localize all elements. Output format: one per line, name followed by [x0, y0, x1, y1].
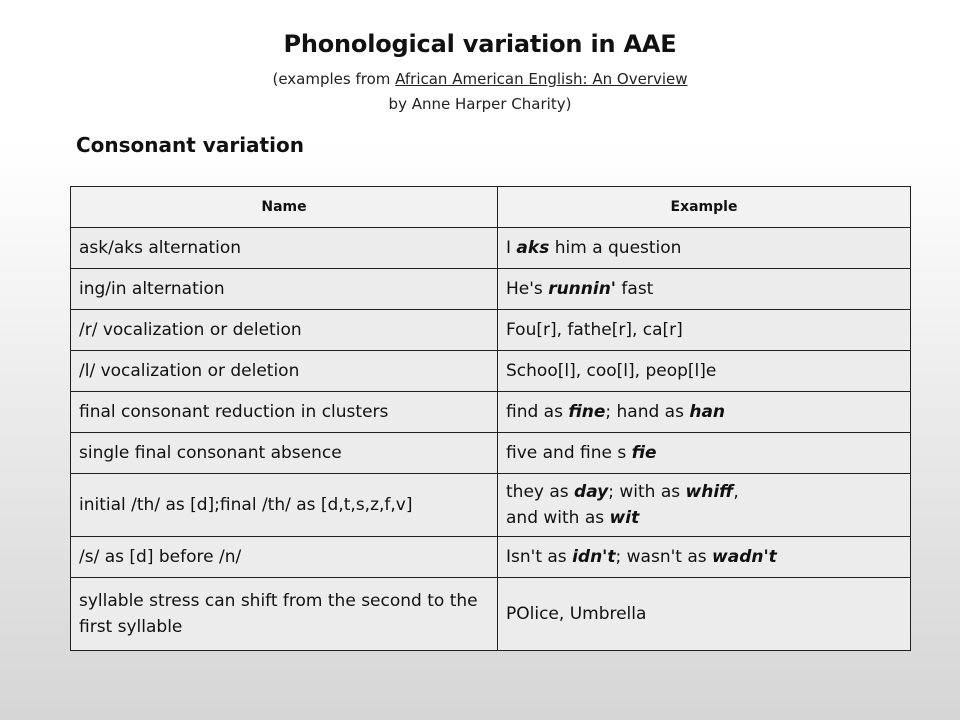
- table-row: [71, 269, 911, 310]
- example-text: five and fine s: [506, 443, 632, 463]
- emphasized-example: han: [689, 402, 726, 422]
- example-text: He's: [506, 279, 549, 299]
- cell-name: /s/ as [d] before /n/: [71, 537, 498, 578]
- cell-name: final consonant reduction in clusters: [71, 392, 498, 433]
- table-row: [71, 351, 911, 392]
- cell-example: [498, 474, 911, 537]
- emphasized-example: whiff: [685, 482, 734, 502]
- table-row: [71, 433, 911, 474]
- table-row: [71, 578, 911, 651]
- cell-name: ing/in alternation: [71, 269, 498, 310]
- cell-name: ask/aks alternation: [71, 228, 498, 269]
- table-row: [71, 474, 911, 537]
- column-header-example: Example: [498, 187, 911, 228]
- page-title: Phonological variation in AAE: [283, 30, 677, 58]
- emphasized-example: wit: [609, 508, 640, 528]
- example-text: Schoo[l], coo[l], peop[l]e: [506, 361, 717, 381]
- example-text: ; hand as: [605, 402, 690, 422]
- example-text: Fou[r], fathe[r], ca[r]: [506, 320, 683, 340]
- table-row: [71, 537, 911, 578]
- cell-example: [498, 351, 911, 392]
- table-row: [71, 310, 911, 351]
- cell-name: single final consonant absence: [71, 433, 498, 474]
- emphasized-example: wadn't: [712, 547, 777, 567]
- table-row: [71, 392, 911, 433]
- example-text: ; wasn't as: [615, 547, 713, 567]
- subtitle-author: by Anne Harper Charity): [388, 95, 572, 113]
- subtitle-source: [0, 70, 960, 88]
- example-text: fast: [616, 279, 654, 299]
- example-text: ; with as: [608, 482, 686, 502]
- emphasized-example: day: [574, 482, 609, 502]
- example-text: Isn't as: [506, 547, 573, 567]
- example-text: ,: [733, 482, 739, 502]
- column-header-name: Name: [71, 187, 498, 228]
- emphasized-example: fie: [631, 443, 657, 463]
- cell-name: /l/ vocalization or deletion: [71, 351, 498, 392]
- example-text: find as: [506, 402, 569, 422]
- cell-example: [498, 537, 911, 578]
- emphasized-example: aks: [516, 238, 550, 258]
- emphasized-example: idn't: [572, 547, 616, 567]
- cell-example: [498, 269, 911, 310]
- example-text: I: [506, 238, 517, 258]
- section-heading: Consonant variation: [76, 133, 304, 157]
- cell-example: [498, 433, 911, 474]
- example-text: him a question: [549, 238, 682, 258]
- cell-name: initial /th/ as [d];final /th/ as [d,t,s,z,f,v]: [71, 474, 498, 537]
- cell-name: syllable stress can shift from the second to the first syllable: [71, 578, 498, 651]
- example-text: POlice, Umbrella: [506, 604, 647, 624]
- table-header-row: [71, 187, 911, 228]
- emphasized-example: runnin': [548, 279, 617, 299]
- table-row: [71, 228, 911, 269]
- subtitle-prefix: (examples from: [272, 70, 396, 88]
- cell-example: [498, 578, 911, 651]
- consonant-variation-table: [70, 186, 911, 651]
- cell-example: [498, 228, 911, 269]
- table-body: [71, 228, 911, 651]
- cell-name: /r/ vocalization or deletion: [71, 310, 498, 351]
- emphasized-example: fine: [568, 402, 606, 422]
- book-title: African American English: An Overview: [395, 70, 688, 88]
- example-text: and with as: [506, 508, 610, 528]
- cell-example: [498, 310, 911, 351]
- example-text: they as: [506, 482, 575, 502]
- cell-example: [498, 392, 911, 433]
